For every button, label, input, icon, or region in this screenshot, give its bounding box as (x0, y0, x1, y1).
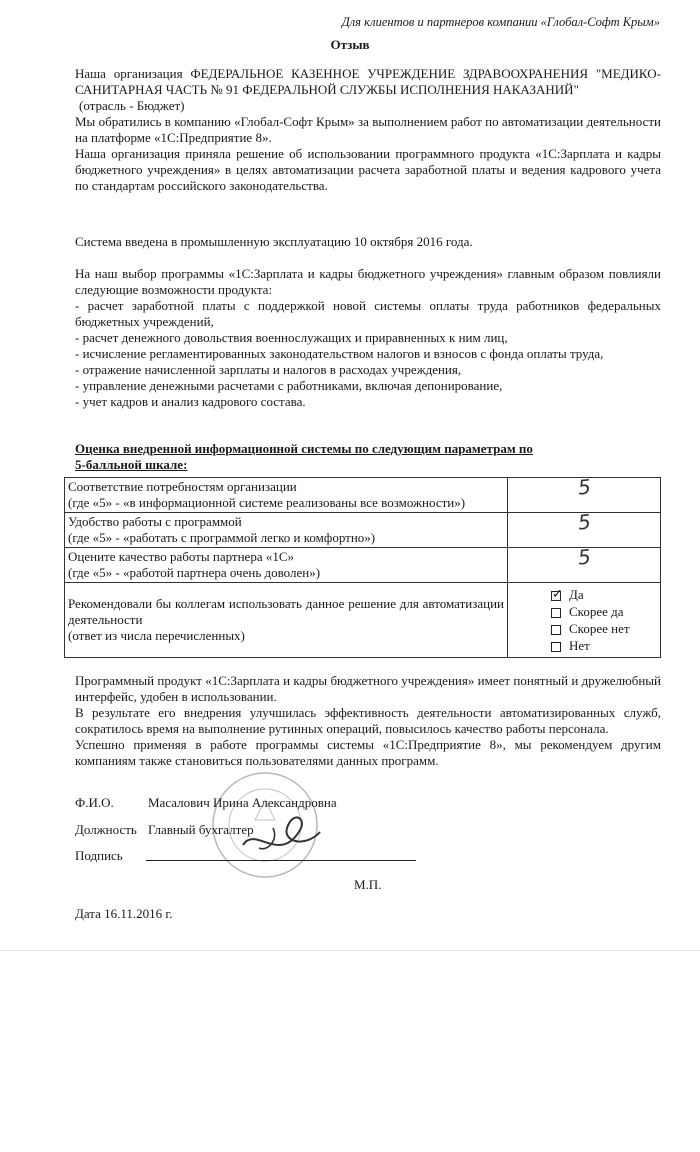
handwritten-score: 5 (576, 544, 592, 570)
table-row (65, 583, 661, 658)
feature-item: - отражение начисленной зарплаты и налогов в расходах учреждения, (75, 362, 462, 377)
table-row (65, 548, 661, 583)
features-list (75, 298, 661, 410)
document-title: Отзыв (330, 37, 370, 52)
rating-title-line-1: Оценка внедренной информационной системы по следующим параметрам по (75, 441, 533, 456)
signature-label: Подпись (75, 848, 123, 863)
rating-hint: (где «5» - «работой партнера очень доволен») (68, 565, 321, 580)
conclusion-paragraph: Успешно применяя в работе программы системы «1С:Предприятие 8», мы рекомендуем другим компаниям также становиться пользователями данных программ. (75, 737, 661, 768)
table-row (65, 478, 661, 513)
rating-label (65, 548, 508, 583)
option-yes[interactable]: ✓Да (551, 586, 657, 603)
industry-note: (отрасль - Бюджет) (79, 98, 185, 113)
organization-name: Наша организация ФЕДЕРАЛЬНОЕ КАЗЕННОЕ УЧРЕЖДЕНИЕ ЗДРАВООХРАНЕНИЯ "МЕДИКО-САНИТАРНАЯ ЧАСТЬ № 91 ФЕДЕРАЛЬНОЙ СЛУЖБЫ ИСПОЛНЕНИЯ НАКАЗАНИЙ" (75, 66, 661, 97)
fio-value: Масалович Ирина Александровна (148, 795, 337, 810)
rating-hint: (где «5» - «работать с программой легко и комфортно») (68, 530, 376, 545)
stamp-place-label: М.П. (354, 877, 382, 892)
recommend-label (65, 583, 508, 658)
feature-item: - учет кадров и анализ кадрового состава. (75, 394, 306, 409)
rating-label (65, 478, 508, 513)
position-label: Должность (75, 822, 137, 837)
checkbox-icon[interactable] (551, 625, 561, 635)
table-row (65, 513, 661, 548)
option-no[interactable]: Нет (551, 637, 657, 654)
rating-score-cell (508, 509, 661, 548)
recommend-options (511, 586, 657, 654)
rating-label (65, 513, 508, 548)
rating-title (75, 441, 575, 473)
rating-criterion: Оцените качество работы партнера «1С» (68, 549, 295, 564)
rating-score-cell (508, 474, 661, 513)
recommend-question: Рекомендовали бы коллегам использовать данное решение для автоматизации деятельности (68, 596, 504, 627)
checkbox-icon[interactable] (551, 642, 561, 652)
handwritten-score: 5 (576, 509, 592, 535)
recommend-hint: (ответ из числа перечисленных) (68, 628, 245, 643)
option-rather-yes[interactable]: Скорее да (551, 603, 657, 620)
option-rather-no[interactable]: Скорее нет (551, 620, 657, 637)
rating-criterion: Удобство работы с программой (68, 514, 242, 529)
conclusion-paragraph: В результате его внедрения улучшилась эффективность деятельности автоматизированных служб, сократилось время на выполнение рутинных операций, повысилось качество работы персонала. (75, 705, 661, 736)
intro-block (75, 66, 661, 194)
feature-item: - управление денежными расчетами с работниками, включая депонирование, (75, 378, 503, 393)
feature-item: - расчет денежного довольствия военнослужащих и приравненных к ним лиц, (75, 330, 508, 345)
feature-item: - исчисление регламентированных законодательством налогов и взносов с фонда оплаты труда, (75, 346, 604, 361)
handwritten-score: 5 (576, 474, 592, 500)
position-row (75, 822, 254, 838)
system-date: Система введена в промышленную эксплуатацию 10 октября 2016 года. (75, 234, 473, 249)
scan-edge-divider (0, 950, 700, 951)
recommend-options-cell (508, 583, 661, 658)
decision-paragraph: Наша организация приняла решение об использовании программного продукта «1С:Зарплата и кадры бюджетного учреждения» в целях автоматизации расчета заработной платы и ведения кадрового учета по стандартам российского законодательства. (75, 146, 661, 193)
document-date: Дата 16.11.2016 г. (75, 906, 173, 921)
signature-line (146, 860, 416, 861)
document-header: Для клиентов и партнеров компании «Глобал-Софт Крым» (341, 15, 660, 29)
conclusion-paragraph: Программный продукт «1С:Зарплата и кадры бюджетного учреждения» имеет понятный и дружелюбный интерфейс, удобен в использовании. (75, 673, 661, 704)
contact-paragraph: Мы обратились в компанию «Глобал-Софт Крым» за выполнением работ по автоматизации деятельности на платформе «1С:Предприятие 8». (75, 114, 661, 145)
fio-label: Ф.И.О. (75, 795, 114, 810)
signature-row (75, 848, 123, 864)
rating-score-cell (508, 544, 661, 583)
rating-table (64, 474, 661, 658)
features-block (75, 266, 661, 410)
rating-criterion: Соответствие потребностям организации (68, 479, 297, 494)
choice-intro: На наш выбор программы «1С:Зарплата и кадры бюджетного учреждения» главным образом повлияли следующие возможности продукта: (75, 266, 661, 297)
conclusion-block (75, 673, 661, 769)
position-value: Главный бухгалтер (148, 822, 254, 837)
rating-hint: (где «5» - «в информационной системе реализованы все возможности») (68, 495, 466, 510)
rating-title-line-2: 5-балльной шкале: (75, 457, 188, 472)
checkbox-icon[interactable] (551, 608, 561, 618)
checkbox-checked-icon[interactable] (551, 591, 561, 601)
fio-row (75, 795, 337, 811)
feature-item: - расчет заработной платы с поддержкой новой системы оплаты труда работников федеральных бюджетных учреждений, (75, 298, 661, 329)
